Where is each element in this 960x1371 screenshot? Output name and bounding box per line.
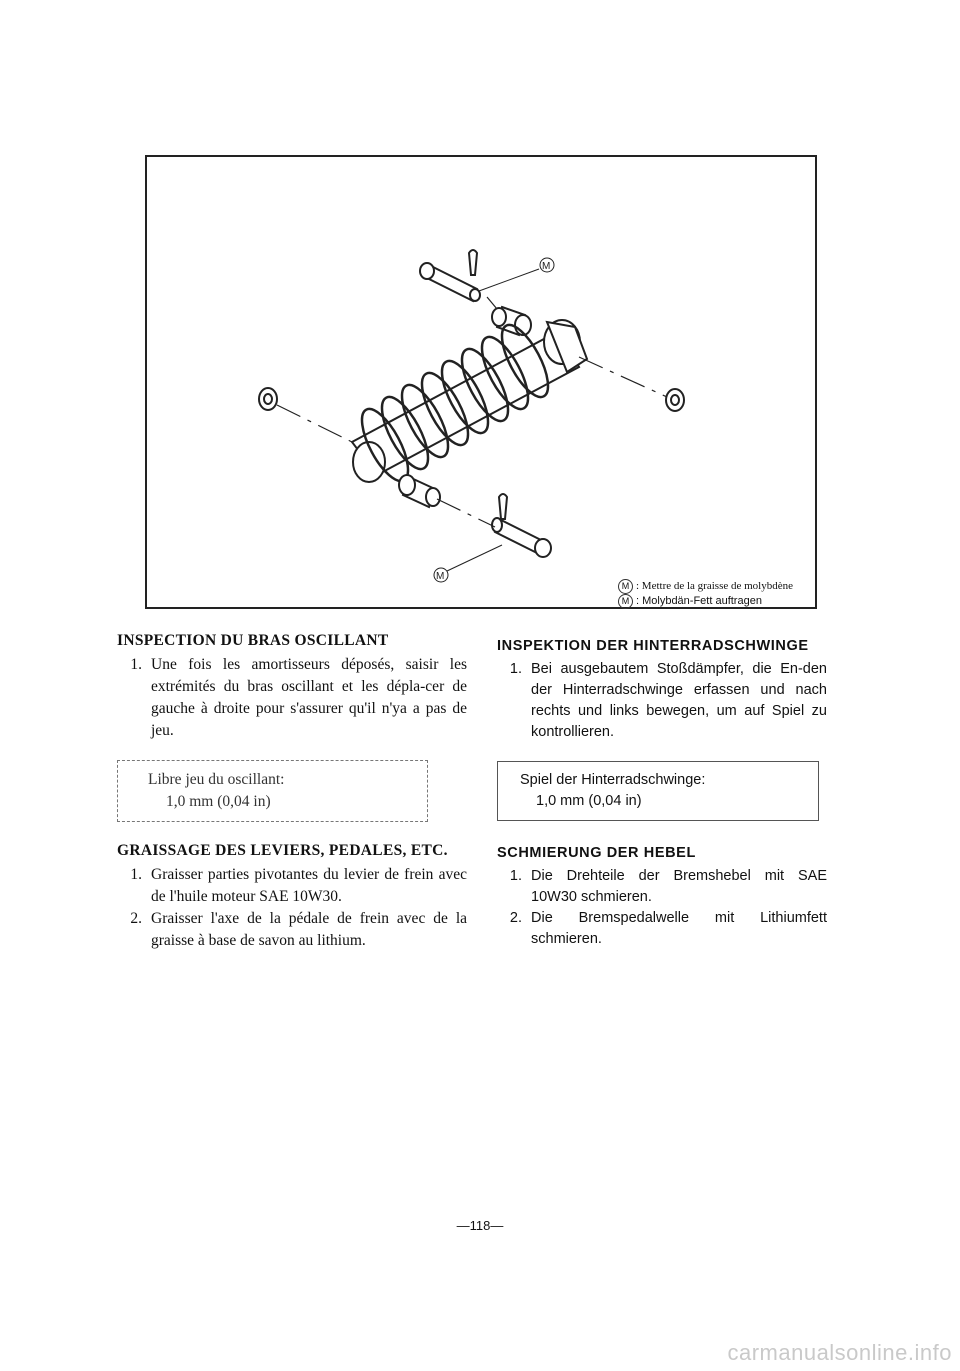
watermark: carmanualsonline.info — [727, 1340, 952, 1365]
de-spec-value: 1,0 mm (0,04 in) — [536, 793, 642, 809]
legend-row-de — [618, 594, 793, 609]
list-item: 2. Graisser l'axe de la pédale de frein avec de la graisse à base de savon au lithium. — [130, 910, 467, 949]
legend-text-de: : Molybdän-Fett auftragen — [635, 595, 762, 607]
bottom-pin-icon — [492, 518, 551, 557]
molybdenum-mark-icon: M — [618, 579, 633, 594]
list-item: 1. Une fois les amortisseurs déposés, saisir les extrémités du bras oscillant et les dépla-cer de gauche à droite pour s'assurer qu'il n'ya a pas de jeu. — [130, 656, 467, 739]
fr-spec-value: 1,0 mm (0,04 in) — [166, 793, 271, 810]
top-cotter-pin-icon — [469, 250, 477, 275]
fr-section2-title: GRAISSAGE DES LEVIERS, PEDALES, ETC. — [117, 842, 448, 859]
german-column — [497, 636, 827, 950]
de-spec-label: Spiel der Hinterradschwinge: — [520, 772, 706, 788]
list-item: 2. Die Bremspedalwelle mit Lithiumfett schmieren. — [509, 910, 827, 947]
de-section2-title: SCHMIERUNG DER HEBEL — [497, 845, 696, 861]
figure-box — [145, 155, 817, 609]
de-spec-box — [497, 761, 819, 821]
bottom-bushing-icon — [399, 475, 440, 507]
fr-spec-label: Libre jeu du oscillant: — [148, 771, 285, 788]
de-section2-list — [497, 866, 827, 950]
shock-absorber-exploded-diagram — [147, 157, 815, 607]
bottom-cotter-pin-icon — [499, 494, 507, 519]
list-item: 1. Graisser parties pivotantes du levier de frein avec de l'huile moteur SAE 10W30. — [130, 866, 467, 905]
callout-mark-top: M — [542, 261, 551, 272]
list-item: 1. Bei ausgebautem Stoßdämpfer, die En-den der Hinterradschwinge erfassen und nach rechts und links bewegen, um auf Spiel zu kontrollieren. — [509, 661, 827, 740]
de-section1-list — [497, 659, 827, 743]
fr-section1-list — [117, 654, 467, 742]
molybdenum-mark-icon: M — [618, 594, 633, 609]
de-section1-title: INSPEKTION DER HINTERRADSCHWINGE — [497, 638, 809, 654]
fr-section2-list — [117, 864, 467, 952]
figure-legend — [618, 579, 793, 609]
right-washer-icon — [666, 389, 684, 411]
french-column — [117, 630, 467, 952]
top-bushing-icon — [492, 307, 531, 335]
page-number: —118— — [456, 1218, 504, 1233]
shock-absorber-icon — [352, 320, 587, 482]
list-item: 1. Die Drehteile der Bremshebel mit SAE 10W30 schmieren. — [509, 868, 827, 905]
callout-mark-bottom: M — [436, 571, 445, 582]
legend-text-fr: : Mettre de la graisse de molybdène — [635, 580, 793, 592]
fr-spec-box — [117, 760, 428, 822]
fr-section1-title: INSPECTION DU BRAS OSCILLANT — [117, 632, 389, 649]
legend-row-fr — [618, 579, 793, 594]
left-washer-icon — [259, 388, 277, 410]
